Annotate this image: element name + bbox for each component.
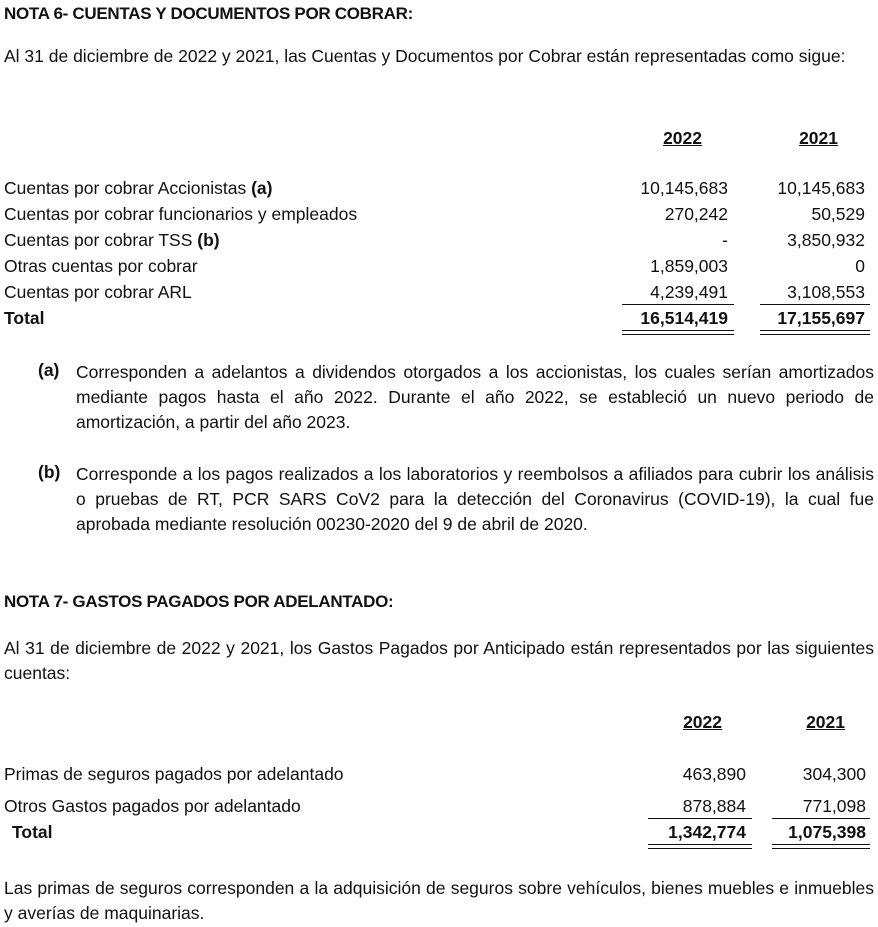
row-value-2022: 270,242 [664, 204, 728, 224]
row-value-2022: 463,890 [682, 764, 746, 784]
note7-title: NOTA 7- GASTOS PAGADOS POR ADELANTADO: [4, 592, 394, 611]
note6-row [0, 230, 878, 256]
row-label: Otras cuentas por cobrar [4, 256, 198, 276]
total-double-rule-2021 [760, 330, 870, 335]
row-value-2021: 3,850,932 [787, 230, 865, 250]
row-value-2021: 0 [855, 256, 865, 276]
subtotal-rule-2022 [648, 818, 752, 819]
total-double-rule-2021 [772, 844, 870, 849]
row-label: Cuentas por cobrar ARL [4, 282, 192, 302]
note6-row [0, 204, 878, 230]
total-value-2021: 17,155,697 [777, 308, 865, 328]
note7-year-2021-header: 2021 [806, 712, 845, 732]
note6-row [0, 256, 878, 282]
footnote-text: Corresponde a los pagos realizados a los laboratorios y reembolsos a afiliados para cubrir los análisis o pruebas de RT, PCR SARS CoV2 para la detección del Coronavirus (COVID-19), la cual fue aprobada mediante resolución 00230-2020 del 9 de abril de 2020. [76, 464, 874, 534]
total-value-2022: 16,514,419 [640, 308, 728, 328]
row-label: Primas de seguros pagados por adelantado [4, 764, 344, 784]
row-value-2022: 878,884 [682, 796, 746, 816]
note6-title: NOTA 6- CUENTAS Y DOCUMENTOS POR COBRAR: [4, 4, 413, 23]
total-value-2022: 1,342,774 [668, 822, 746, 842]
row-value-2022: - [722, 230, 728, 250]
note7-row [0, 764, 878, 790]
note7-intro: Al 31 de diciembre de 2022 y 2021, los Gastos Pagados por Anticipado están representados por las siguientes cuentas: [4, 638, 874, 683]
row-label: Otros Gastos pagados por adelantado [4, 796, 301, 816]
subtotal-rule-2022 [622, 304, 734, 305]
total-double-rule-2022 [622, 330, 734, 335]
row-label: Cuentas por cobrar funcionarios y empleados [4, 204, 358, 224]
note6-year-2022-header: 2022 [663, 128, 702, 148]
row-label: Cuentas por cobrar TSS (b) [4, 230, 220, 250]
subtotal-rule-2021 [760, 304, 870, 305]
total-label: Total [4, 308, 45, 328]
row-value-2021: 771,098 [802, 796, 866, 816]
row-value-2021: 50,529 [811, 204, 865, 224]
total-double-rule-2022 [648, 844, 752, 849]
footnote-tag: (a) [38, 360, 60, 380]
row-value-2021: 10,145,683 [777, 178, 865, 198]
note6-year-2021-header: 2021 [799, 128, 838, 148]
subtotal-rule-2021 [772, 818, 870, 819]
note7-footer: Las primas de seguros corresponden a la adquisición de seguros sobre vehículos, bienes muebles e inmuebles y averías de maquinarias. [4, 878, 874, 923]
row-value-2021: 3,108,553 [787, 282, 865, 302]
footnote-text: Corresponden a adelantos a dividendos otorgados a los accionistas, los cuales serían amortizados mediante pagos hasta el año 2022. Durante el año 2022, se estableció un nuevo periodo de amortización, a partir del año 2023. [76, 362, 874, 432]
note6-intro: Al 31 de diciembre de 2022 y 2021, las Cuentas y Documentos por Cobrar están representadas como sigue: [4, 46, 846, 66]
row-value-2022: 1,859,003 [650, 256, 728, 276]
note6-total-row [0, 308, 878, 334]
total-label: Total [12, 822, 53, 842]
note6-row [0, 178, 878, 204]
row-label: Cuentas por cobrar Accionistas (a) [4, 178, 273, 198]
footnote-tag: (b) [38, 462, 61, 482]
row-value-2022: 4,239,491 [650, 282, 728, 302]
note6-row [0, 282, 878, 308]
note7-year-2022-header: 2022 [683, 712, 722, 732]
row-value-2022: 10,145,683 [640, 178, 728, 198]
total-value-2021: 1,075,398 [788, 822, 866, 842]
row-value-2021: 304,300 [802, 764, 866, 784]
